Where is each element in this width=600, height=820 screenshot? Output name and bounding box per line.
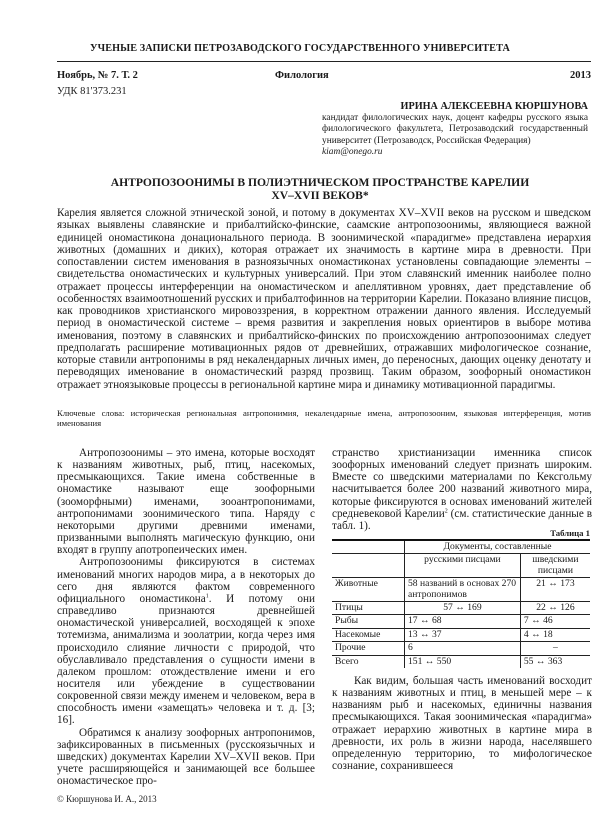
table-group-header: Документы, составленные: [405, 540, 591, 554]
table-cell-swedish: –: [520, 642, 590, 655]
table-row: [332, 578, 590, 602]
statistics-table: [332, 539, 590, 668]
abstract-text: Карелия является сложной этнической зоной, и потому в документах XV–XVII веков на русском и шведском языках выявлены славянские и прибалтийско-финские, саамские антропозоонимы, являющиеся важной единицей ономастикона донационального периода. В зоонимической «парадигме» представлена иерархия животных (домашних и диких), которая отражает их значимость в картине мира в древности. При сопоставлении систем именования в разноязычных ономастиконах установлены совпадающие элементы – свидетельства ономастических и культурных универсалий. При этом славянский именник наиболее полно отражает процессы интерференции на ономастическом и апеллятивном уровнях, дает представление об особенностях взаимоотношений русских и прибалтофиннов на территории Карелии. Показано влияние писцов, как проводников христианского мировоззрения, в корректном отражении данного явления. Исследуемый период в ономастической системе – время развития и закрепления новых ориентиров в выборе мотива именования, поэтому в славянских и прибалтийско-финских по происхождению антропозоонимах следует предполагать расширение мотивационных рядов от древнейших, отражавших мифологическое сознание, которые ставили антропонимы в ряд некалендарных личных имен, до переносных, дающих оценку денотату и переводящих именование в ономастический разряд прозвищ. Таким образом, зоофорный ономастикон отражает этноязыковые процессы в региональной картине мира и динамику мотивационной парадигмы.: [57, 207, 591, 391]
table-col-header-russian: русскими писцами: [405, 554, 521, 578]
table-cell-category: Рыбы: [332, 615, 405, 628]
keywords: Ключевые слова: историческая региональная антропонимия, некалендарные имена, антропозооним, языковая интерференция, мотив именования: [57, 408, 591, 429]
table-cell-russian: 6: [405, 642, 521, 655]
paragraph: Обратимся к анализу зоофорных антропонимов, зафиксированных в письменных (русскоязычных и шведских) документах Карелии XV–XVII веков. При учете расширяющейся и занимающей все большее ономастическое про-: [57, 726, 315, 788]
table-row: [332, 655, 590, 668]
table-cell-category: Всего: [335, 655, 359, 667]
table-row: [332, 642, 590, 655]
table-corner-cell: [332, 540, 405, 554]
udk-code: УДК 81'373.231: [57, 86, 127, 97]
table-cell-russian: 57 ↔ 169: [405, 602, 521, 615]
footnote-ref[interactable]: 1: [205, 593, 209, 600]
table-row: [332, 628, 590, 641]
table-cell-swedish: 22 ↔ 126: [520, 602, 590, 615]
paragraph-text: Антропозоонимы фиксируются в системах именований многих народов мира, а в некоторых до сего дня являются фактом современного официального ономастикона: [57, 556, 315, 605]
body-column-right-continued: [332, 675, 592, 772]
footnote-ref[interactable]: 2: [444, 508, 448, 515]
article-title: [40, 176, 600, 202]
table-cell-swedish: 4 ↔ 18: [520, 628, 590, 641]
table-cell-swedish: 55 ↔ 363: [520, 655, 590, 668]
table-cell-category: Прочие: [332, 642, 405, 655]
author-block: [322, 101, 588, 158]
article-title-line-1: АНТРОПОЗООНИМЫ В ПОЛИЭТНИЧЕСКОМ ПРОСТРАНСТВЕ КАРЕЛИИ: [110, 176, 530, 189]
paragraph-text: . И потому они справедливо признаются древнейшей ономастической универсалией, восходящей к эпохе тотемизма, анимализма и зоолатрии, когда через имя происходило слияние личности с природой, что обуславливало представления о сущности имени в далеком прошлом: отождествление имени и его носителя или убеждение в существовании сокровенной связи между именем и человеком, вера в способность имени «замещать» человека и т. д. [3; 16].: [57, 592, 315, 727]
paragraph-text: странство христианизации именника список зоофорных именований следует признать широким. Вместе со шведскими материалами по Кексгольму насчитывается более 200 названий животного мира, которые фиксируются в основах именований жителей средневековой Карелии: [332, 447, 592, 520]
table-cell-swedish: 21 ↔ 173: [520, 578, 590, 602]
body-column-right: [332, 447, 592, 532]
header-rule: [57, 61, 591, 62]
table-cell-russian: 13 ↔ 37: [405, 628, 521, 641]
paragraph-text: (см. статистические данные в табл. 1).: [332, 507, 592, 532]
paragraph: [57, 556, 315, 726]
body-column-left: [57, 447, 315, 787]
issue-number: Ноябрь, № 7. Т. 2: [57, 70, 138, 81]
table-cell-category: Птицы: [332, 602, 405, 615]
author-affiliation: кандидат филологических наук, доцент кафедры русского языка филологического факультета, Петрозаводский государственный университет (Петрозаводск, Российская Федерация): [322, 113, 588, 146]
table-row: [332, 615, 590, 628]
paragraph: [332, 447, 592, 532]
journal-title: УЧЕНЫЕ ЗАПИСКИ ПЕТРОЗАВОДСКОГО ГОСУДАРСТВЕННОГО УНИВЕРСИТЕТА: [90, 43, 510, 54]
table-cell-category: Насекомые: [332, 628, 405, 641]
paragraph: Как видим, большая часть именований восходит к названиям животных и птиц, в меньшей мере – к названиям рыб и насекомых, единичны названия пресмыкающихся. Такая зоонимическая «парадигма» отражает иерархию животных в картине мира в древности, их роль в жизни народа, населявшего определенную территорию, то мифологическое сознание, сохранившееся: [332, 675, 592, 773]
table-cell-category: Животные: [332, 578, 405, 602]
table-corner-cell: [332, 554, 405, 578]
table-row: [332, 602, 590, 615]
table-cell-russian: 151 ↔ 550: [405, 655, 521, 668]
article-title-line-2: XV–XVII ВЕКОВ*: [271, 189, 369, 202]
issue-year: 2013: [570, 70, 591, 81]
table-col-header-swedish: шведскими писцами: [520, 554, 590, 578]
table-cell-russian: 58 названий в основах 270 антропонимов: [405, 578, 521, 602]
table-cell-russian: 17 ↔ 68: [405, 615, 521, 628]
paragraph: Антропозоонимы – это имена, которые восходят к названиям животных, рыб, птиц, насекомых, пресмыкающихся. Такие имена собственные в ономастике называют еще зоофорными (зооморфными) именами, зооантропонимами, антропонимами зоонимического типа. Наряду с некоторыми другими древними именами, призванными выполнять магическую функцию, они входят в группу апотропеических имен.: [57, 447, 315, 557]
section-name: Филология: [275, 70, 329, 81]
table-label: Таблица 1: [550, 528, 590, 538]
copyright-notice: © Кюршунова И. А., 2013: [57, 794, 157, 804]
abstract: [57, 207, 591, 391]
table-cell-swedish: 7 ↔ 46: [520, 615, 590, 628]
author-email[interactable]: kiam@onego.ru: [322, 146, 383, 157]
author-name: ИРИНА АЛЕКСЕЕВНА КЮРШУНОВА: [400, 101, 588, 112]
